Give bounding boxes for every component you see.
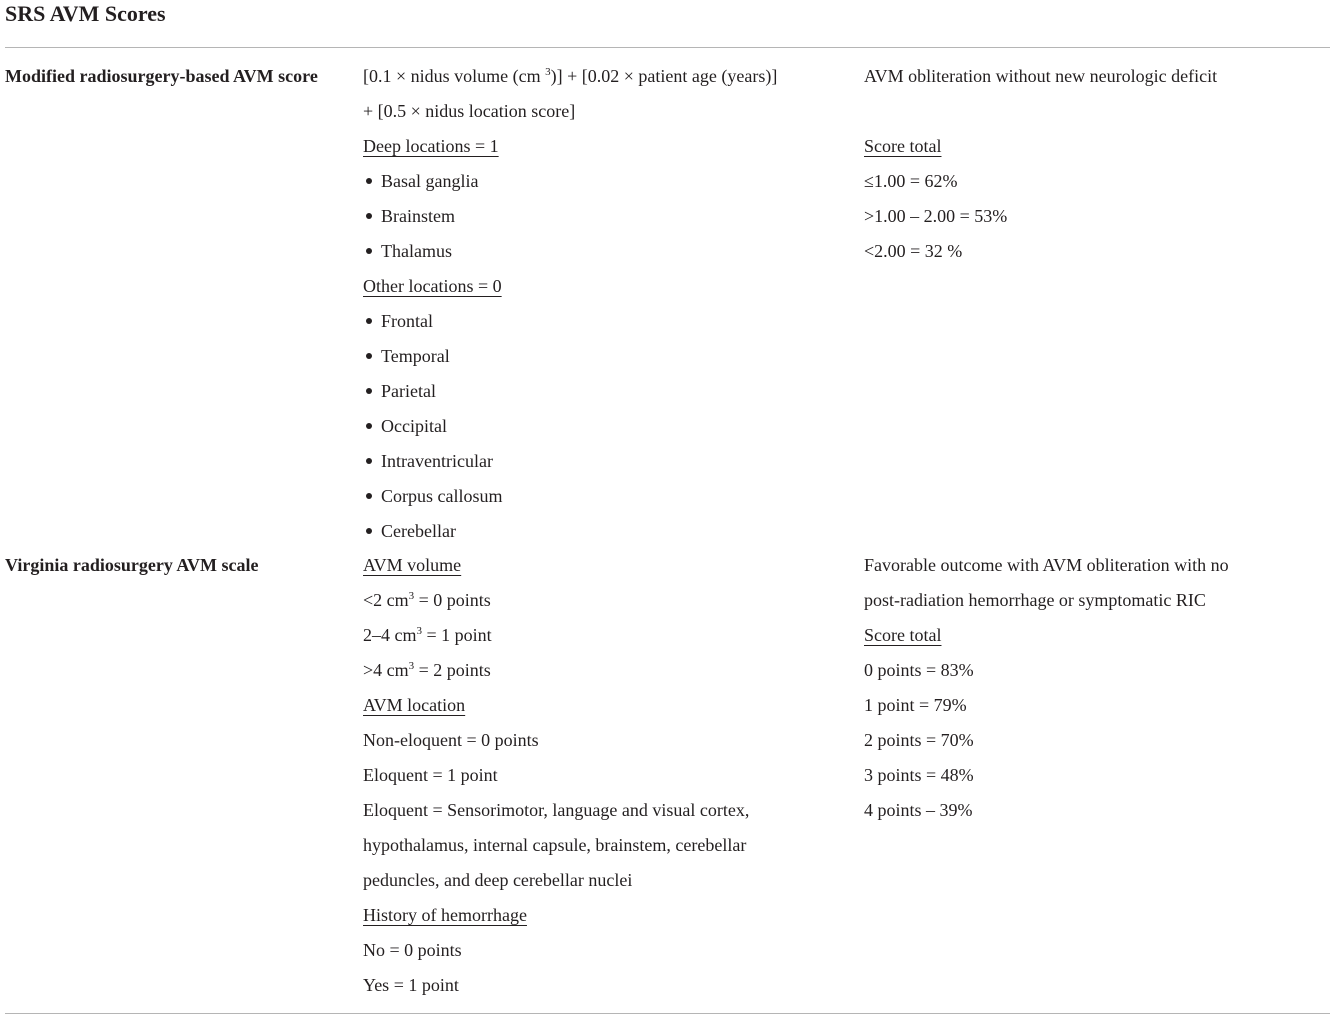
- virginia-score-heading: Score total: [864, 625, 942, 645]
- bullet-icon: [366, 213, 372, 219]
- row-modified-name-cell: [5, 59, 355, 94]
- bullet-icon: [366, 458, 372, 464]
- score-row: 3 points = 48%: [864, 765, 974, 785]
- hemorrhage-row: No = 0 points: [363, 940, 462, 960]
- other-locations-heading: Other locations = 0: [363, 276, 502, 296]
- row-modified-outcome-cell: [864, 59, 1324, 269]
- location-row: Eloquent = 1 point: [363, 765, 498, 785]
- volume-row: 2–4 $cm^3 = 1$ point: [363, 625, 492, 645]
- volume-row: <2 $cm^3 = 0$ points: [363, 590, 491, 610]
- list-item: Occipital: [363, 409, 833, 444]
- table-title: SRS AVM Scores: [5, 1, 166, 26]
- list-item: Temporal: [363, 339, 833, 374]
- row-virginia-name: Virginia radiosurgery AVM scale: [5, 555, 259, 575]
- list-item: Corpus callosum: [363, 479, 833, 514]
- virginia-outcome: Favorable outcome with AVM obliteration with no post-radiation hemorrhage or symptomatic RIC: [864, 555, 1229, 610]
- hemorrhage-row: Yes = 1 point: [363, 975, 459, 995]
- score-row: <2.00 = 32 %: [864, 241, 963, 261]
- list-item: Basal ganglia: [363, 164, 833, 199]
- score-row: >1.00 – 2.00 = 53%: [864, 206, 1008, 226]
- list-item: Cerebellar: [363, 514, 833, 549]
- top-rule: [5, 47, 1330, 48]
- modified-score-heading: Score total: [864, 136, 942, 156]
- eloquent-definition: Eloquent = Sensorimotor, language and visual cortex, hypothalamus, internal capsule, brainstem, cerebellar peduncles, and deep cerebellar nuclei: [363, 800, 750, 890]
- score-row: ≤1.00 = 62%: [864, 171, 958, 191]
- score-row: 0 points = 83%: [864, 660, 974, 680]
- bullet-icon: [366, 318, 372, 324]
- bullet-icon: [366, 423, 372, 429]
- row-virginia-name-cell: [5, 548, 355, 583]
- list-item: Parietal: [363, 374, 833, 409]
- row-virginia-outcome-cell: [864, 548, 1324, 828]
- location-row: Non-eloquent = 0 points: [363, 730, 539, 750]
- bullet-icon: [366, 528, 372, 534]
- list-item: Intraventricular: [363, 444, 833, 479]
- bullet-icon: [366, 178, 372, 184]
- hemorrhage-heading: History of hemorrhage: [363, 905, 527, 925]
- bullet-icon: [366, 353, 372, 359]
- spacer-line: [864, 94, 1324, 129]
- bullet-icon: [366, 248, 372, 254]
- bullet-icon: [366, 493, 372, 499]
- row-modified-formula-cell: [363, 59, 833, 549]
- bottom-rule: [5, 1013, 1330, 1014]
- formula-line-1: [0.1 × nidus volume (cm $^3$)] + [0.02 × patient age (years)]: [363, 66, 778, 86]
- modified-outcome: AVM obliteration without new neurologic deficit: [864, 66, 1218, 86]
- score-row: 2 points = 70%: [864, 730, 974, 750]
- location-heading: AVM location: [363, 695, 466, 715]
- list-item: Thalamus: [363, 234, 833, 269]
- bullet-icon: [366, 388, 372, 394]
- formula-line-2: + [0.5 × nidus location score]: [363, 101, 576, 121]
- score-row: 1 point = 79%: [864, 695, 967, 715]
- list-item: Frontal: [363, 304, 833, 339]
- score-row: 4 points – 39%: [864, 800, 973, 820]
- deep-locations-heading: Deep locations = 1: [363, 136, 499, 156]
- volume-heading: AVM volume: [363, 555, 462, 575]
- list-item: Brainstem: [363, 199, 833, 234]
- volume-row: >4 $cm^3 = 2$ points: [363, 660, 491, 680]
- row-virginia-criteria-cell: [363, 548, 833, 1003]
- row-modified-name: Modified radiosurgery-based AVM score: [5, 66, 318, 86]
